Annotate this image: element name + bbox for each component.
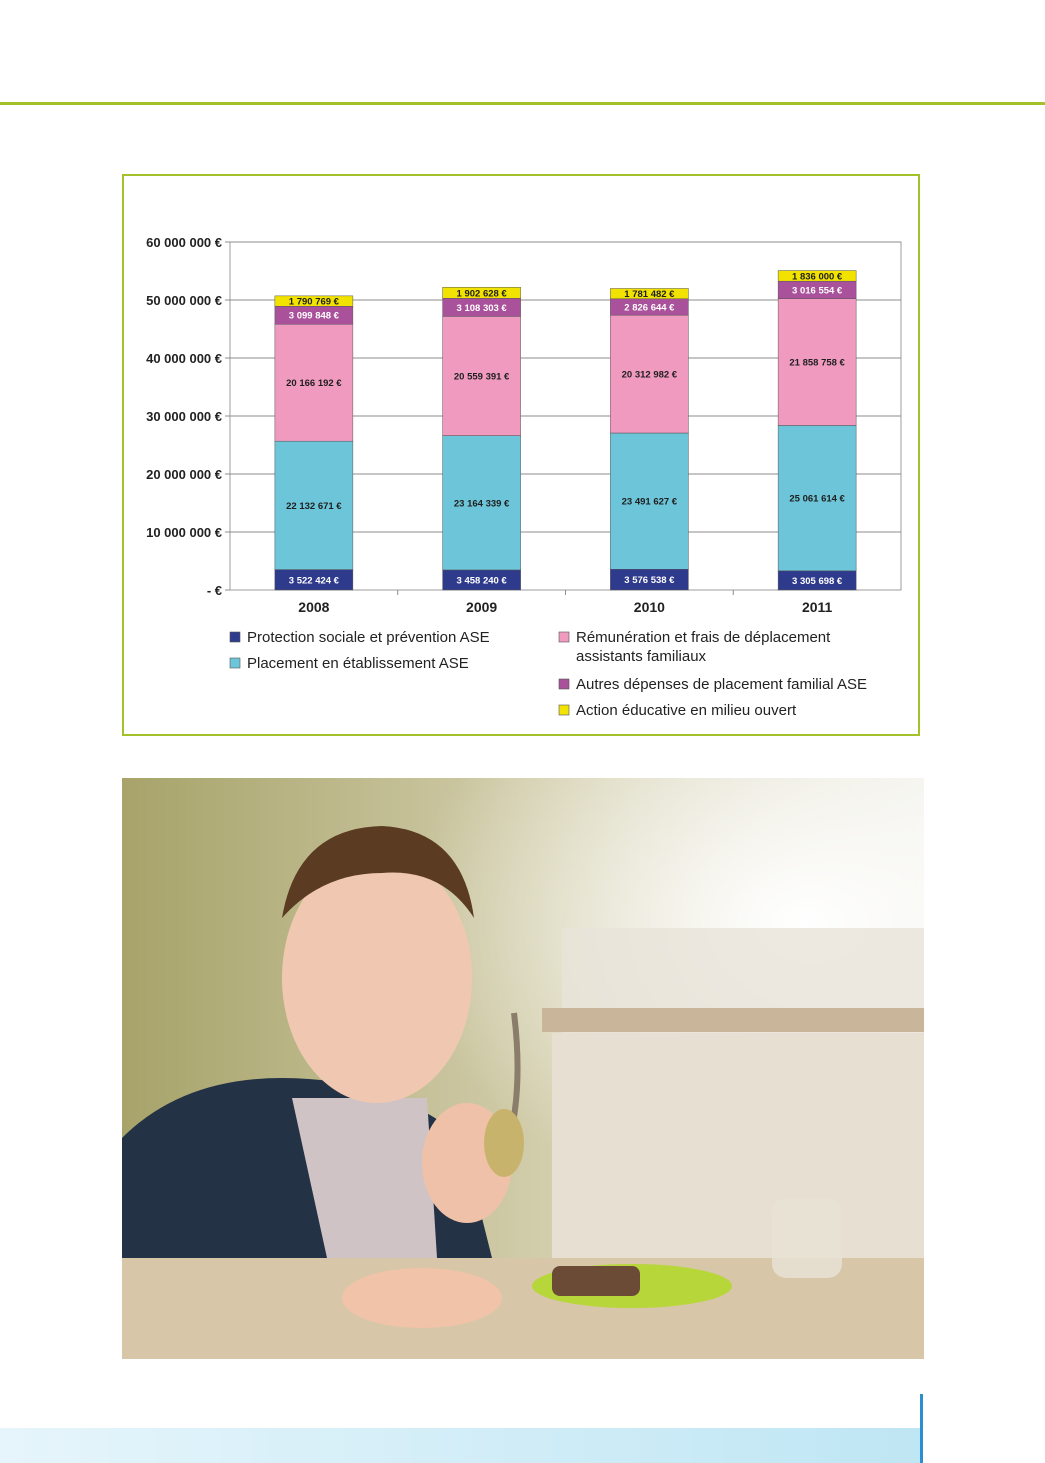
page-marker [920, 1394, 923, 1463]
y-tick-label: 40 000 000 € [146, 351, 222, 366]
stacked-bar-chart [124, 176, 918, 734]
legend-label: assistants familiaux [576, 648, 707, 665]
legend-swatch [230, 658, 240, 668]
data-label: 3 016 554 € [792, 285, 843, 297]
y-tick-label: 60 000 000 € [146, 235, 222, 250]
x-tick-label: 2010 [633, 599, 665, 615]
data-label: 1 790 769 € [288, 296, 339, 308]
data-label: 3 522 424 € [288, 575, 339, 587]
chart-frame [122, 174, 920, 736]
data-label: 22 132 671 € [286, 500, 342, 512]
data-label: 3 305 698 € [792, 575, 843, 587]
data-label: 20 559 391 € [453, 371, 510, 383]
legend-swatch [559, 679, 569, 689]
data-label: 23 164 339 € [453, 498, 510, 510]
x-tick-label: 2011 [801, 599, 833, 615]
data-label: 23 491 627 € [621, 496, 678, 508]
legend-label: Action éducative en milieu ouvert [576, 702, 797, 719]
y-tick-label: 10 000 000 € [146, 525, 222, 540]
legend-swatch [230, 632, 240, 642]
footer-band [0, 1428, 920, 1463]
legend-label: Placement en établissement ASE [247, 655, 469, 672]
data-label: 3 099 848 € [288, 310, 339, 322]
legend-swatch [559, 632, 569, 642]
data-label: 2 826 644 € [624, 302, 675, 314]
data-label: 3 458 240 € [456, 575, 507, 587]
y-tick-label: 30 000 000 € [146, 409, 222, 424]
y-tick-label: - € [206, 583, 222, 598]
legend-label: Autres dépenses de placement familial ASE [576, 676, 867, 693]
x-tick-label: 2009 [466, 599, 498, 615]
data-label: 1 902 628 € [456, 288, 507, 300]
legend-label: Protection sociale et prévention ASE [247, 629, 490, 646]
data-label: 20 312 982 € [621, 369, 678, 381]
data-label: 25 061 614 € [789, 493, 845, 505]
y-tick-label: 50 000 000 € [146, 293, 222, 308]
legend-swatch [559, 705, 569, 715]
legend-label: Rémunération et frais de déplacement [576, 629, 831, 646]
y-tick-label: 20 000 000 € [146, 467, 222, 482]
data-label: 1 836 000 € [792, 271, 843, 283]
child-eating-photo [122, 778, 924, 1359]
data-label: 1 781 482 € [624, 289, 675, 301]
x-tick-label: 2008 [298, 599, 330, 615]
header-rule [0, 102, 1045, 105]
data-label: 20 166 192 € [286, 378, 342, 390]
data-label: 3 108 303 € [456, 302, 507, 314]
data-label: 3 576 538 € [624, 575, 675, 587]
data-label: 21 858 758 € [789, 357, 845, 369]
